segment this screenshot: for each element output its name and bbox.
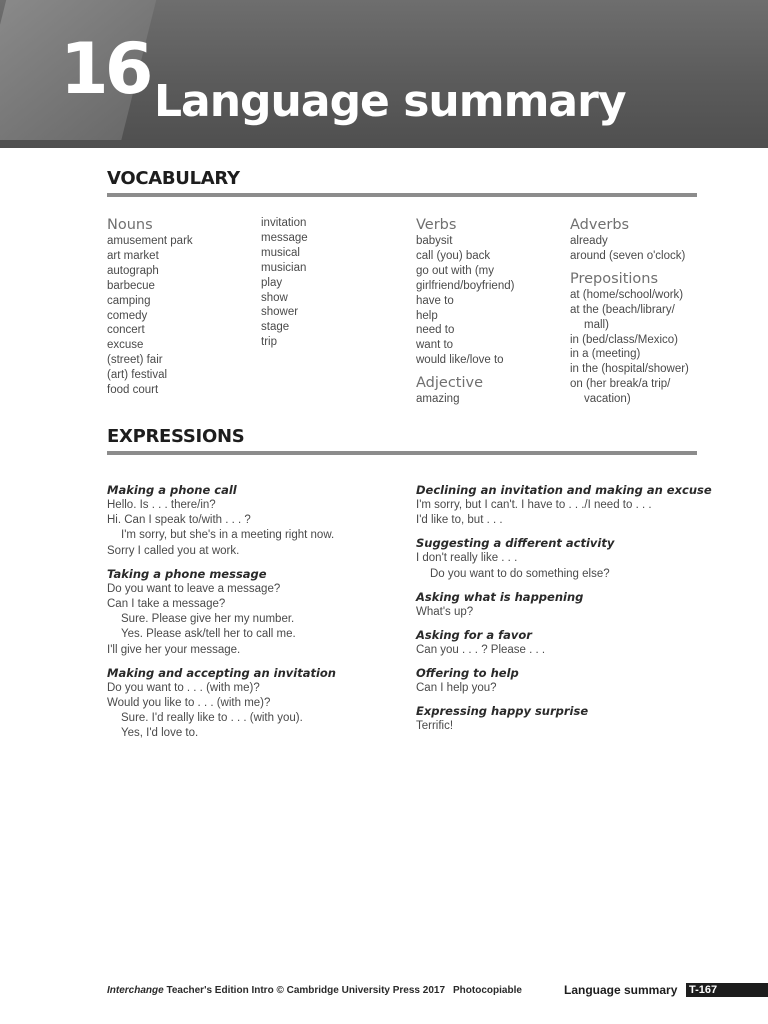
vocab-item: (art) festival [107, 369, 168, 382]
vocab-item: around (seven o'clock) [570, 249, 686, 262]
vocab-item: show [261, 291, 288, 304]
vocab-item: at the (beach/library/ [570, 303, 675, 316]
nouns-column [107, 214, 193, 398]
vocab-item: already [570, 235, 608, 247]
page-number-badge: T-167 [686, 983, 768, 997]
vocab-item: on (her break/a trip/ [570, 378, 671, 391]
expression-line: Do you want to . . . (with me)? [107, 681, 260, 694]
page-title: Language summary [154, 76, 626, 127]
vocab-item: have to [416, 294, 454, 307]
expression-line: Yes, I'd love to. [121, 727, 199, 740]
prepositions-category: Prepositions [570, 270, 659, 287]
footer-photocopiable: Photocopiable [453, 985, 522, 996]
adverbs-category: Adverbs [570, 217, 630, 233]
vocab-item: help [416, 309, 438, 322]
vocab-item: amazing [416, 393, 460, 406]
expressions-left-column [107, 482, 336, 742]
vocab-item: in (bed/class/Mexico) [570, 333, 679, 346]
expression-heading: Making and accepting an invitation [107, 665, 336, 680]
unit-number: 16 [60, 28, 150, 110]
expressions-heading: EXPRESSIONS [107, 426, 245, 447]
vocab-item: stage [261, 321, 290, 334]
verbs-category: Verbs [416, 217, 457, 233]
vocabulary-heading: VOCABULARY [107, 168, 240, 189]
expression-line: Would you like to . . . (with me)? [107, 697, 271, 710]
expression-heading: Asking what is happening [416, 589, 584, 604]
expression-line: Yes. Please ask/tell her to call me. [121, 628, 296, 641]
vocab-item: girlfriend/boyfriend) [416, 279, 515, 292]
expression-heading: Expressing happy surprise [416, 704, 589, 719]
vocab-item: amusement park [107, 235, 193, 247]
footer-section-label: Language summary [564, 983, 678, 997]
verbs-column [416, 214, 514, 407]
expression-line: I don't really like . . . [416, 552, 518, 565]
vocab-item: vacation) [584, 393, 631, 406]
expression-heading: Taking a phone message [107, 566, 267, 581]
vocab-item: musical [261, 246, 300, 259]
vocab-item: babysit [416, 235, 453, 247]
expressions-rule [107, 451, 697, 455]
vocab-item: food court [107, 384, 159, 397]
vocab-item: play [261, 276, 283, 289]
vocab-item: camping [107, 294, 151, 307]
vocabulary-rule [107, 193, 697, 197]
expression-line: What's up? [416, 605, 474, 618]
vocab-item: concert [107, 324, 145, 337]
expression-heading: Suggesting a different activity [416, 536, 615, 551]
vocab-item: in a (meeting) [570, 348, 641, 361]
chapter-header [0, 0, 768, 148]
expression-line: Can I take a message? [107, 598, 226, 611]
vocab-item: in the (hospital/shower) [570, 363, 689, 376]
vocab-item: shower [261, 306, 299, 319]
expression-line: I'm sorry, but I can't. I have to . . ./I need to . . . [416, 499, 652, 511]
expression-line: Sure. Please give her my number. [121, 613, 295, 626]
adverbs-column [570, 214, 689, 407]
vocab-item: musician [261, 261, 307, 274]
expression-heading: Asking for a favor [416, 628, 532, 643]
expression-line: Do you want to do something else? [430, 567, 610, 580]
expression-heading: Offering to help [416, 666, 519, 681]
vocab-item: would like/love to [416, 354, 504, 367]
nouns-category: Nouns [107, 217, 153, 233]
expression-heading: Making a phone call [107, 483, 237, 497]
footer-brand: Interchange [107, 985, 164, 996]
expression-line: Hi. Can I speak to/with . . . ? [107, 514, 251, 527]
expression-line: Terrific! [416, 720, 454, 733]
expression-line: Can I help you? [416, 682, 497, 695]
vocab-item: trip [261, 336, 277, 349]
expression-heading: Declining an invitation and making an excuse [416, 483, 712, 497]
expression-line: Do you want to leave a message? [107, 582, 281, 595]
vocab-item: go out with (my [416, 264, 494, 277]
vocab-item: mall) [584, 318, 609, 331]
vocab-item: barbecue [107, 279, 155, 292]
vocab-item: autograph [107, 264, 159, 277]
expression-line: I'd like to, but . . . [416, 514, 503, 527]
footer-credit [107, 985, 522, 996]
vocab-item: need to [416, 324, 455, 337]
vocab-item: message [261, 231, 308, 244]
vocab-item: excuse [107, 339, 144, 352]
vocab-item: at (home/school/work) [570, 288, 684, 301]
vocab-item: art market [107, 249, 159, 262]
vocab-item: comedy [107, 309, 148, 322]
nouns-column-2 [261, 216, 308, 350]
vocab-item: (street) fair [107, 354, 163, 367]
adjective-category: Adjective [416, 375, 484, 392]
vocab-item: call (you) back [416, 249, 491, 262]
expression-line: Hello. Is . . . there/in? [107, 499, 216, 511]
expression-line: Sorry I called you at work. [107, 544, 240, 557]
expression-line: I'm sorry, but she's in a meeting right now. [121, 529, 335, 542]
expressions-right-column [416, 482, 712, 735]
vocab-item: want to [416, 339, 454, 352]
footer-copyright: Teacher's Edition Intro © Cambridge University Press 2017 [163, 985, 446, 996]
expression-line: I'll give her your message. [107, 643, 241, 656]
vocab-item: invitation [261, 217, 307, 229]
expression-line: Can you . . . ? Please . . . [416, 644, 546, 657]
expression-line: Sure. I'd really like to . . . (with you). [121, 712, 303, 725]
